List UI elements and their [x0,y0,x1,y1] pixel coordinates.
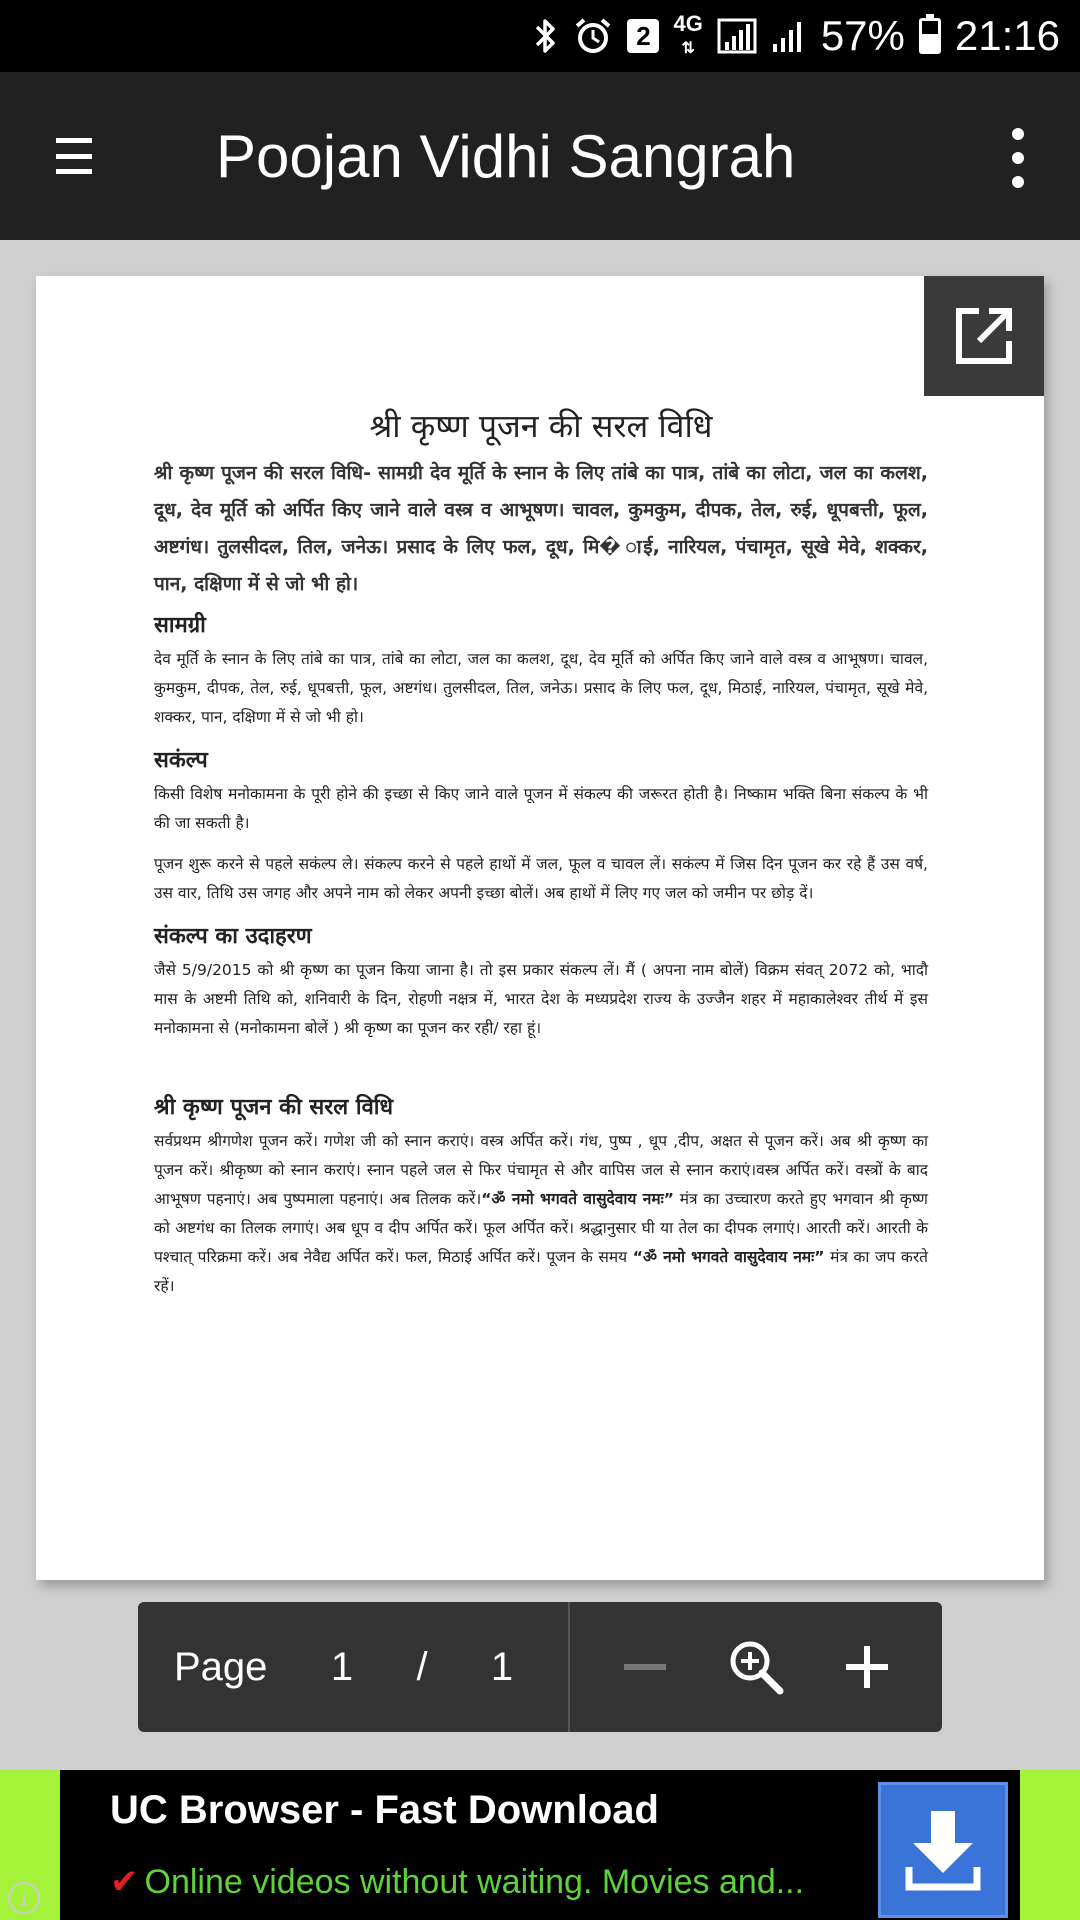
page-controls [138,1602,942,1732]
battery-icon [919,18,941,54]
clock: 21:16 [954,12,1060,59]
heading-sankalp: सकंल्प [154,748,208,773]
minus-icon [622,1644,668,1690]
info-icon[interactable]: i [8,1882,40,1914]
document-content [154,404,928,1313]
paragraph-pujan-vidhi [154,1127,928,1301]
open-external-button[interactable] [924,276,1044,396]
more-vertical-icon[interactable] [1006,128,1030,188]
page-indicator [138,1645,568,1690]
bluetooth-icon [533,16,559,56]
app-bar [0,72,1080,240]
signal-strength-icon-sim1 [717,16,757,56]
page-separator: / [416,1644,428,1689]
open-external-icon [953,305,1015,367]
vidhi-text-c: मंत्र का जप करते रहें। [154,1248,929,1295]
download-icon [903,1807,983,1893]
mantra-text-2: “ॐ नमो भगवते वासुदेवाय नमः” [632,1248,825,1266]
ad-title: UC Browser - Fast Download [110,1788,659,1832]
status-bar [0,0,1080,72]
zoom-reset-button[interactable] [721,1632,791,1702]
ad-banner[interactable] [0,1770,1080,1920]
zoom-controls [570,1632,942,1702]
paragraph-sankalp-1: किसी विशेष मनोकामना के पूरी होने की इच्छा से किए जाने वाले पूजन में संकल्प की जरूरत होती है। निष्काम भक्ति बिना संकल्प के भी की जा सकती है। [154,785,928,832]
alarm-icon [573,16,613,56]
zoom-in-button[interactable] [832,1632,902,1702]
checkmark-icon: ✔ [110,1863,139,1901]
document-title: श्री कृष्ण पूजन की सरल विधि [369,407,713,445]
page-label: Page [174,1644,268,1689]
current-page: 1 [330,1644,354,1689]
ad-content[interactable] [60,1770,1020,1920]
heading-samagri: सामग्री [154,613,206,638]
zoom-out-button[interactable] [610,1632,680,1702]
network-type-label: 4G ⇅ [673,10,703,57]
battery-percent: 57% [820,12,905,59]
paragraph-sankalp-2: पूजन शुरू करने से पहले सकंल्प ले। संकल्प करने से पहले हाथों में जल, फूल व चावल लें। सकंल्प में जिस दिन पूजन कर रहे हैं उस वर्ष, उस वार, तिथि उस जगह और अपने नाम को लेकर अपनी इच्छा बोलें। अब हाथों में लिए गए जल को जमीन पर छोड़ दें। [154,855,928,902]
vidhi-text-a: सर्वप्रथम श्रीगणेश पूजन करें। गणेश जी को स्नान कराएं। वस्त्र अर्पित करें। गंध, पुष्प , धूप ,दीप, अक्षत से पूजन करें। अब श्री कृष्ण का पूजन करें। श्रीकृष्ण को स्नान कराएं। स्नान पहले जल से फिर पंचामृत से और वापिस जल से स्नान कराएं।वस्त्र अर्पित करें। वस्त्रों के बाद आभूषण पहनाएं। अब पुष्पमाला पहनाएं। अब तिलक करें। [154,1132,928,1208]
zoom-in-icon [728,1639,784,1695]
document-intro: श्री कृष्ण पूजन की सरल विधि- सामग्री देव मूर्ति के स्नान के लिए तांबे का पात्र, तांबे का लोटा, जल का कलश, दूध, देव मूर्ति को अर्पित किए जाने वाले वस्त्र व आभूषण। चावल, कुमकुम, दीपक, तेल, रुई, धूपबत्ती, फूल, अष्टगंध। तुलसीदल, तिल, जनेऊ। प्रसाद के लिए फल, दूध, मि� ाई, नारियल, पंचामृत, सूखे मेवे, शक्कर, पान, दक्षिणा में से जो भी हो। [154,462,928,595]
heading-pujan-vidhi: श्री कृष्ण पूजन की सरल विधि [154,1095,394,1120]
heading-sankalp-example: संकल्प का उदाहरण [154,924,312,949]
mantra-text-1: “ॐ नमो भगवते वासुदेवाय नमः” [481,1190,674,1208]
paragraph-sankalp-example: जैसे 5/9/2015 को श्री कृष्ण का पूजन किया जाना है। तो इस प्रकार संकल्प लें। मैं ( अपना नाम बोलें) विक्रम संवत् 2072 को, भादौ मास के अष्टमी तिथि को, शनिवारी के दिन, रोहणी नक्षत्र में, भारत देश के मध्यप्रदेश राज्य के उज्जैन शहर में महाकालेश्वर तीर्थ में इस मनोकामना से (मनोकामना बोलें ) श्री कृष्ण का पूजन कर रही/ रहा हूं। [154,961,928,1037]
pdf-page[interactable] [36,276,1044,1580]
ad-subtitle-text: Online videos without waiting. Movies and... [144,1863,805,1901]
plus-icon [844,1644,890,1690]
total-pages: 1 [490,1644,514,1689]
hamburger-menu-icon[interactable] [50,132,98,180]
signal-strength-icon-sim2 [771,16,807,56]
ad-download-button[interactable] [878,1782,1008,1918]
app-title: Poojan Vidhi Sangrah [216,123,796,190]
paragraph-samagri: देव मूर्ति के स्नान के लिए तांबे का पात्र, तांबे का लोटा, जल का कलश, दूध, देव मूर्ति को अर्पित किए जाने वाले वस्त्र व आभूषण। चावल, कुमकुम, दीपक, तेल, रुई, धूपबत्ती, फूल, अष्टगंध। तुलसीदल, तिल, जनेऊ। प्रसाद के लिए फल, दूध, मिठाई, नारियल, पंचामृत, सूखे मेवे, शक्कर, पान, दक्षिणा में से जो भी हो। [154,650,928,726]
ad-subtitle [110,1862,804,1902]
vidhi-text-b: मंत्र का उच्चारण करते हुए भगवान श्री कृष्ण को अष्टगंध का तिलक लगाएं। अब धूप व दीप अर्पित करें। फूल अर्पित करें। श्रद्धानुसार घी या तेल का दीपक लगाएं। आरती करें। आरती के पश्चात् परिक्रमा करें। अब नेवैद्य अर्पित करें। फल, मिठाई अर्पित करें। पूजन के समय [154,1190,928,1266]
sim-badge: 2 [627,19,659,53]
